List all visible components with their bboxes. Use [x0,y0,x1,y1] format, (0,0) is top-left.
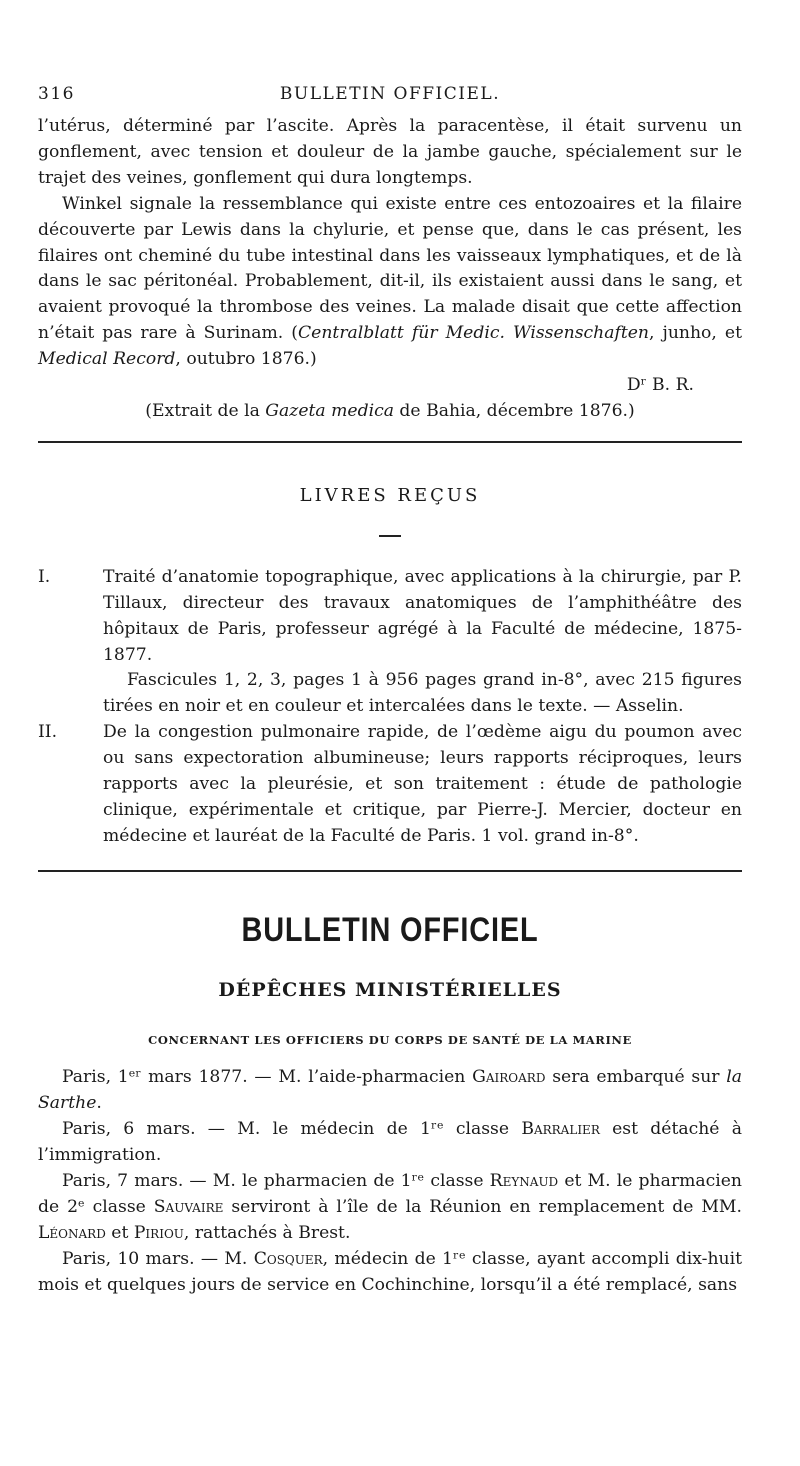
entry-text: Paris, 6 mars. — M. le médecin de 1ʳᵉ classe [62,1119,522,1140]
extract-text: de Bahia, décembre 1876.) [393,400,635,421]
person-name: Cosquer [253,1248,323,1269]
extract-journal: Gazeta medica [265,400,394,421]
item-text: Traité d’anatomie topographique, avec applications à la chirurgie, par P. Tillaux, directeur des travaux anatomiques de l’amphithéâtre des hôpitaux de Paris, professeur agrégé à la Faculté de médecine, 1875-1877. [103,566,742,665]
heading-dash [379,535,401,537]
item-text: De la congestion pulmonaire rapide, de l’œdème aigu du poumon avec ou sans expectoration albumineuse; leurs rapports réciproques, leurs rapports avec la pleurésie, et son traitement : étude de pathologie clinique, expérimentale et critique, par Pierre-J. Mercier, docteur en médecine et lauréat de la Faculté de Paris. 1 vol. grand in-8°. [103,722,742,846]
article-text: , outubro 1876.) [175,349,317,370]
entry-text: Paris, 1ᵉʳ mars 1877. — M. l’aide-pharmacien [62,1067,473,1088]
person-name: Léonard [38,1222,106,1243]
item-label: II. [38,722,58,743]
bulletin-title: BULLETIN OFFICIEL [241,910,539,949]
article-text: Winkel signale la ressemblance qui existe entre ces entozoaires et la filaire découverte par Lewis dans la chylurie, et pense que, dans le cas présent, les filaires ont cheminé du tube intestinal dans les vaisseaux lymphatiques, et de là dans le sac péritonéal. Probablement, dit-il, ils existaient aussi dans le sang, et avaient provoqué la thrombose des veines. La malade disait que cette affection n’était pas rare à Surinam. ( [38,193,742,344]
person-name: Barralier [521,1119,600,1140]
running-title: BULLETIN OFFICIEL. [279,84,501,104]
entry-text: est détaché à l’immigration. [38,1119,742,1166]
item-label: I. [38,566,51,587]
running-header [38,84,742,114]
person-name: Piriou [133,1222,184,1243]
dispatch-entry [38,1117,742,1169]
dispatch-entry [38,1065,742,1117]
book-page [38,84,742,1299]
entry-text: et M. le pharmacien de 2ᵉ classe [38,1171,742,1217]
entry-text: , rattachés à Brest. [183,1222,351,1243]
source-journal: Medical Record [38,349,176,370]
extract-note [38,399,742,425]
entry-text: Paris, 7 mars. — M. le pharmacien de 1ʳᵉ classe [62,1171,490,1192]
entry-text: sera embarqué sur [545,1067,727,1088]
section-heading: LIVRES REÇUS [299,484,481,506]
entry-text: et [105,1222,134,1243]
section-divider [38,441,742,443]
dispatch-entry [38,1247,742,1299]
entry-text: , médecin de 1ʳᵉ classe, ayant accompli dix-huit mois et quelques jours de service en Cochinchine, lorsqu’il a été remplacé, sans [38,1248,742,1295]
section-divider [38,870,742,872]
list-item [38,565,742,720]
article-paragraph [38,192,742,373]
person-name: Reynaud [489,1171,559,1192]
ship-name: la Sarthe [38,1067,742,1114]
person-name: Gairoard [472,1067,546,1088]
person-name: Sauvaire [153,1197,224,1217]
item-extra: Fascicules 1, 2, 3, pages 1 à 956 pages grand in-8°, avec 215 figures tirées en noir et en couleur et intercalées dans le texte. — Asselin. [103,670,742,717]
entry-text: serviront à l’île de la Réunion en remplacement de MM. [223,1197,742,1217]
bulletin-subheading: CONCERNANT LES OFFICIERS DU CORPS DE SANTÉ DE LA MARINE [148,1032,632,1047]
source-journal: Centralblatt für Medic. Wissenschaften [298,323,649,344]
entry-text: . [96,1093,102,1114]
article-text: , junho, et [649,323,742,344]
article-paragraph: l’utérus, déterminé par l’ascite. Après la paracentèse, il était survenu un gonflement, avec tension et douleur de la jambe gauche, spécialement sur le trajet des veines, gonflement qui dura longtemps. [38,116,742,188]
entry-text: Paris, 10 mars. — M. [62,1248,254,1269]
page-number: 316 [38,84,75,104]
author-signature: Dʳ B. R. [626,375,694,396]
list-item [38,720,742,850]
bulletin-subtitle: DÉPÊCHES MINISTÉRIELLES [218,978,562,1001]
extract-text: (Extrait de la [145,400,266,421]
dispatch-entry [38,1169,742,1247]
